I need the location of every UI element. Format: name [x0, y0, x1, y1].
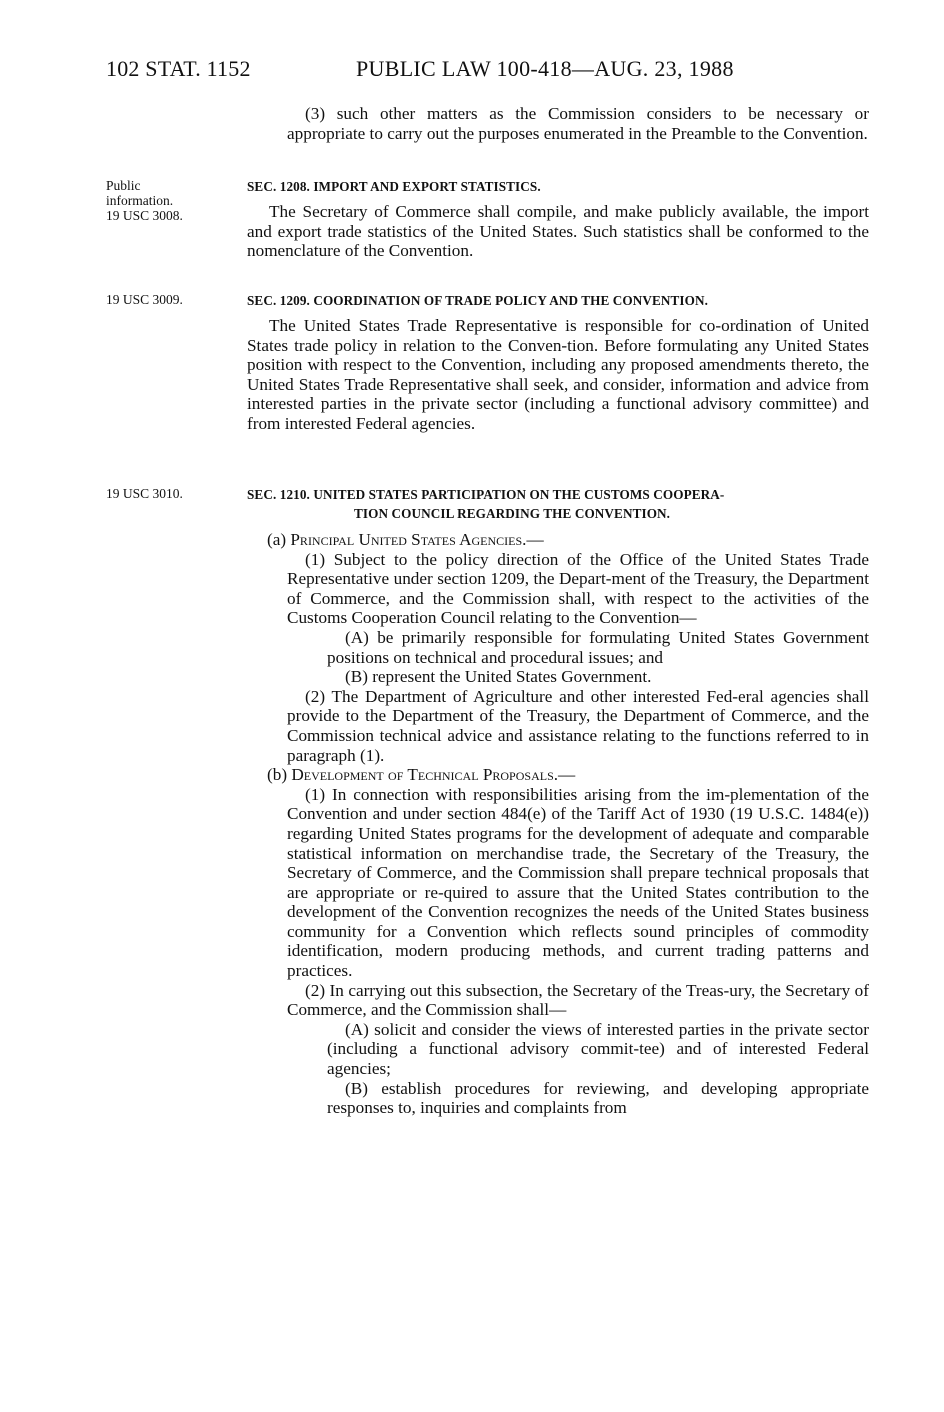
margin-note-information: information.: [106, 193, 174, 208]
margin-note-usc-3008: 19 USC 3008.: [106, 208, 183, 223]
margin-note-sec1208: [106, 178, 236, 223]
section-1210-body: [247, 530, 869, 1118]
subsection-a-1-B: (B) represent the United States Government.: [345, 667, 652, 687]
subsection-b-label: (b): [267, 765, 288, 785]
subsection-b-title: Development of Technical Proposals.—: [291, 765, 576, 785]
section-1208-body: [247, 202, 869, 261]
section-1208-heading: SEC. 1208. IMPORT AND EXPORT STATISTICS.: [247, 179, 541, 194]
public-law-title: PUBLIC LAW 100-418—AUG. 23, 1988: [356, 56, 734, 81]
section-1209-body: [247, 316, 869, 434]
subsection-a-paragraph-1: (1) Subject to the policy direction of the Office of the United States Trade Representative under section 1209, the Depart-ment of the Treasury, the Department of Commerce, and the Commission shall, with respect to the activities of the Customs Cooperation Council relating to the Convention—: [287, 549, 869, 628]
margin-note-usc-3010: 19 USC 3010.: [106, 486, 183, 501]
subsection-b-paragraph-2: (2) In carrying out this subsection, the Secretary of the Treas-ury, the Secretary of Commerce, and the Commission shall—: [287, 980, 869, 1020]
subsection-a-heading: [247, 530, 869, 550]
section-1209-heading: SEC. 1209. COORDINATION OF TRADE POLICY AND THE CONVENTION.: [247, 293, 709, 308]
section-1210-heading-line2: TION COUNCIL REGARDING THE CONVENTION.: [354, 506, 671, 521]
section-1210-heading-line1: SEC. 1210. UNITED STATES PARTICIPATION ON THE CUSTOMS COOPERA-: [247, 487, 725, 502]
section-1208-text: The Secretary of Commerce shall compile, and make publicly available, the import and export trade statistics of the United States. Such statistics shall be conformed to the nomenclature of the Convention.: [247, 202, 869, 261]
intro-item-3: (3) such other matters as the Commission considers to be necessary or appropriate to carry out the purposes enumerated in the Preamble to the Convention.: [287, 104, 869, 143]
subsection-b-heading: [247, 765, 869, 785]
subsection-b-paragraph-1: (1) In connection with responsibilities arising from the im-plementation of the Convention and under section 484(e) of the Tariff Act of 1930 (19 U.S.C. 1484(e)) regarding United States programs for the development of adequate and comparable statistical information on merchandise trade, the Secretary of the Treasury, the Secretary of Commerce, and the Commission shall prepare technical proposals that are appropriate or re-quired to assure that the United States contribution to the development of the Convention recognizes the needs of the United States business community for a Convention which reflects sound principles of commodity identification, modern producing methods, and current trading patterns and practices.: [287, 784, 869, 981]
subsection-a-1-A: (A) be primarily responsible for formulating United States Government positions on technical and procedural issues; and: [327, 627, 869, 667]
subsection-a-label: (a): [267, 530, 287, 549]
margin-note-public: Public: [106, 178, 141, 193]
stat-page-number: 102 STAT. 1152: [106, 56, 251, 81]
subsection-b-2-B: (B) establish procedures for reviewing, and developing appropriate responses to, inquiries and complaints from: [327, 1078, 869, 1118]
subsection-a-paragraph-2: (2) The Department of Agriculture and other interested Fed-eral agencies shall provide to the Department of the Treasury, the Department of Commerce, and the Commission technical advice and assistance relating to the functions referred to in paragraph (1).: [287, 686, 869, 765]
subsection-a-title: Principal United States Agencies.—: [290, 530, 544, 549]
section-1209-text: The United States Trade Representative is responsible for co-ordination of United States trade policy in relation to the Conven-tion. Before formulating any United States position with respect to the Convention, including any proposed amendments thereto, the United States Trade Representative shall seek, and consider, information and advice from interested parties in the private sector (including a functional advisory committee) and from interested Federal agencies.: [247, 316, 869, 433]
intro-paragraph: [247, 104, 869, 143]
subsection-b-2-A: (A) solicit and consider the views of interested parties in the private sector (including a functional advisory commit-tee) and of interested Federal agencies;: [327, 1019, 869, 1079]
margin-note-usc-3009: 19 USC 3009.: [106, 292, 183, 307]
page-header: [106, 56, 876, 90]
